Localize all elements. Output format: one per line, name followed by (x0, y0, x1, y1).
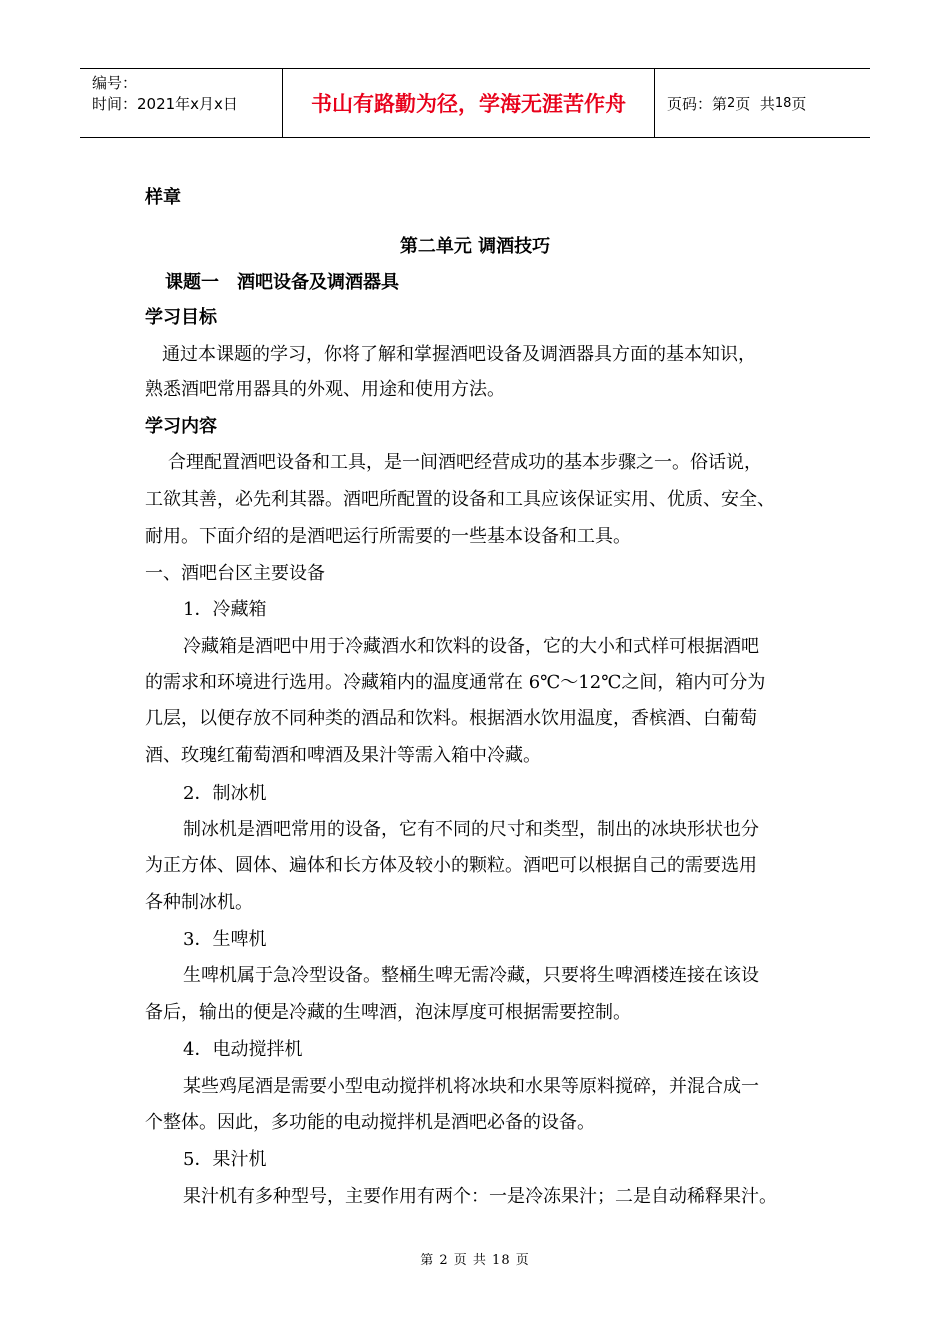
number-label: 编号： (92, 74, 138, 92)
paragraph-line: 冷藏箱是酒吧中用于冷藏酒水和饮料的设备，它的大小和式样可根据酒吧 (183, 636, 759, 657)
paragraph-line: 合理配置酒吧设备和工具，是一间酒吧经营成功的基本步骤之一。俗话说， (168, 452, 762, 473)
item-title: 3．生啤机 (183, 929, 267, 950)
paragraph-line: 耐用。下面介绍的是酒吧运行所需要的一些基本设备和工具。 (145, 526, 631, 547)
paragraph-line: 酒、玫瑰红葡萄酒和啤酒及果汁等需入箱中冷藏。 (145, 745, 541, 766)
paragraph-line: 各种制冰机。 (145, 892, 253, 913)
paragraph-line: 果汁机有多种型号，主要作用有两个：一是冷冻果汁；二是自动稀释果汁。 (183, 1186, 777, 1207)
paragraph-line: 备后，输出的便是冷藏的生啤酒，泡沫厚度可根据需要控制。 (145, 1002, 631, 1023)
paragraph-line: 制冰机是酒吧常用的设备，它有不同的尺寸和类型，制出的冰块形状也分 (183, 819, 759, 840)
item-title: 4．电动搅拌机 (183, 1039, 303, 1060)
paragraph-line: 通过本课题的学习，你将了解和掌握酒吧设备及调酒器具方面的基本知识， (162, 344, 756, 365)
paragraph-line: 生啤机属于急冷型设备。整桶生啤无需冷藏，只要将生啤酒楼连接在该设 (183, 965, 759, 986)
paragraph-line: 熟悉酒吧常用器具的外观、用途和使用方法。 (145, 379, 505, 400)
paragraph-line: 工欲其善，必先利其器。酒吧所配置的设备和工具应该保证实用、优质、安全、 (145, 489, 775, 510)
item-title: 2．制冰机 (183, 783, 267, 804)
item-title: 5．果汁机 (183, 1149, 267, 1170)
item-title: 1．冷藏箱 (183, 599, 267, 620)
page-suffix: 页 (791, 94, 807, 113)
page-current: 2 (727, 95, 736, 111)
paragraph-line: 的需求和环境进行选用。冷藏箱内的温度通常在 6℃～12℃之间，箱内可分为 (145, 672, 766, 693)
header-table (80, 68, 870, 138)
page-total: 18 (774, 95, 792, 111)
objectives-heading: 学习目标 (145, 307, 217, 328)
paragraph-line: 几层，以便存放不同种类的酒品和饮料。根据酒水饮用温度，香槟酒、白葡萄 (145, 708, 757, 729)
page-middle: 页 共 (735, 94, 775, 113)
section-heading: 一、酒吧台区主要设备 (145, 563, 325, 584)
stamp-label: 样章 (145, 187, 181, 208)
unit-title: 第二单元 调酒技巧 (399, 236, 551, 257)
header-motto: 书山有路勤为径，学海无涯苦作舟 (282, 69, 655, 137)
time-label: 时间：2021年x月x日 (92, 95, 238, 113)
paragraph-line: 为正方体、圆体、遍体和长方体及较小的颗粒。酒吧可以根据自己的需要选用 (145, 855, 757, 876)
content-heading: 学习内容 (145, 416, 217, 437)
paragraph-line: 个整体。因此，多功能的电动搅拌机是酒吧必备的设备。 (145, 1112, 595, 1133)
paragraph-line: 某些鸡尾酒是需要小型电动搅拌机将冰块和水果等原料搅碎，并混合成一 (183, 1076, 759, 1097)
header-page-info (655, 69, 870, 137)
lesson-title: 课题一 酒吧设备及调酒器具 (165, 272, 399, 293)
header-info-cell (80, 69, 282, 137)
page-prefix: 页码：第 (667, 94, 728, 113)
page-footer: 第 2 页 共 18 页 (420, 1253, 530, 1268)
